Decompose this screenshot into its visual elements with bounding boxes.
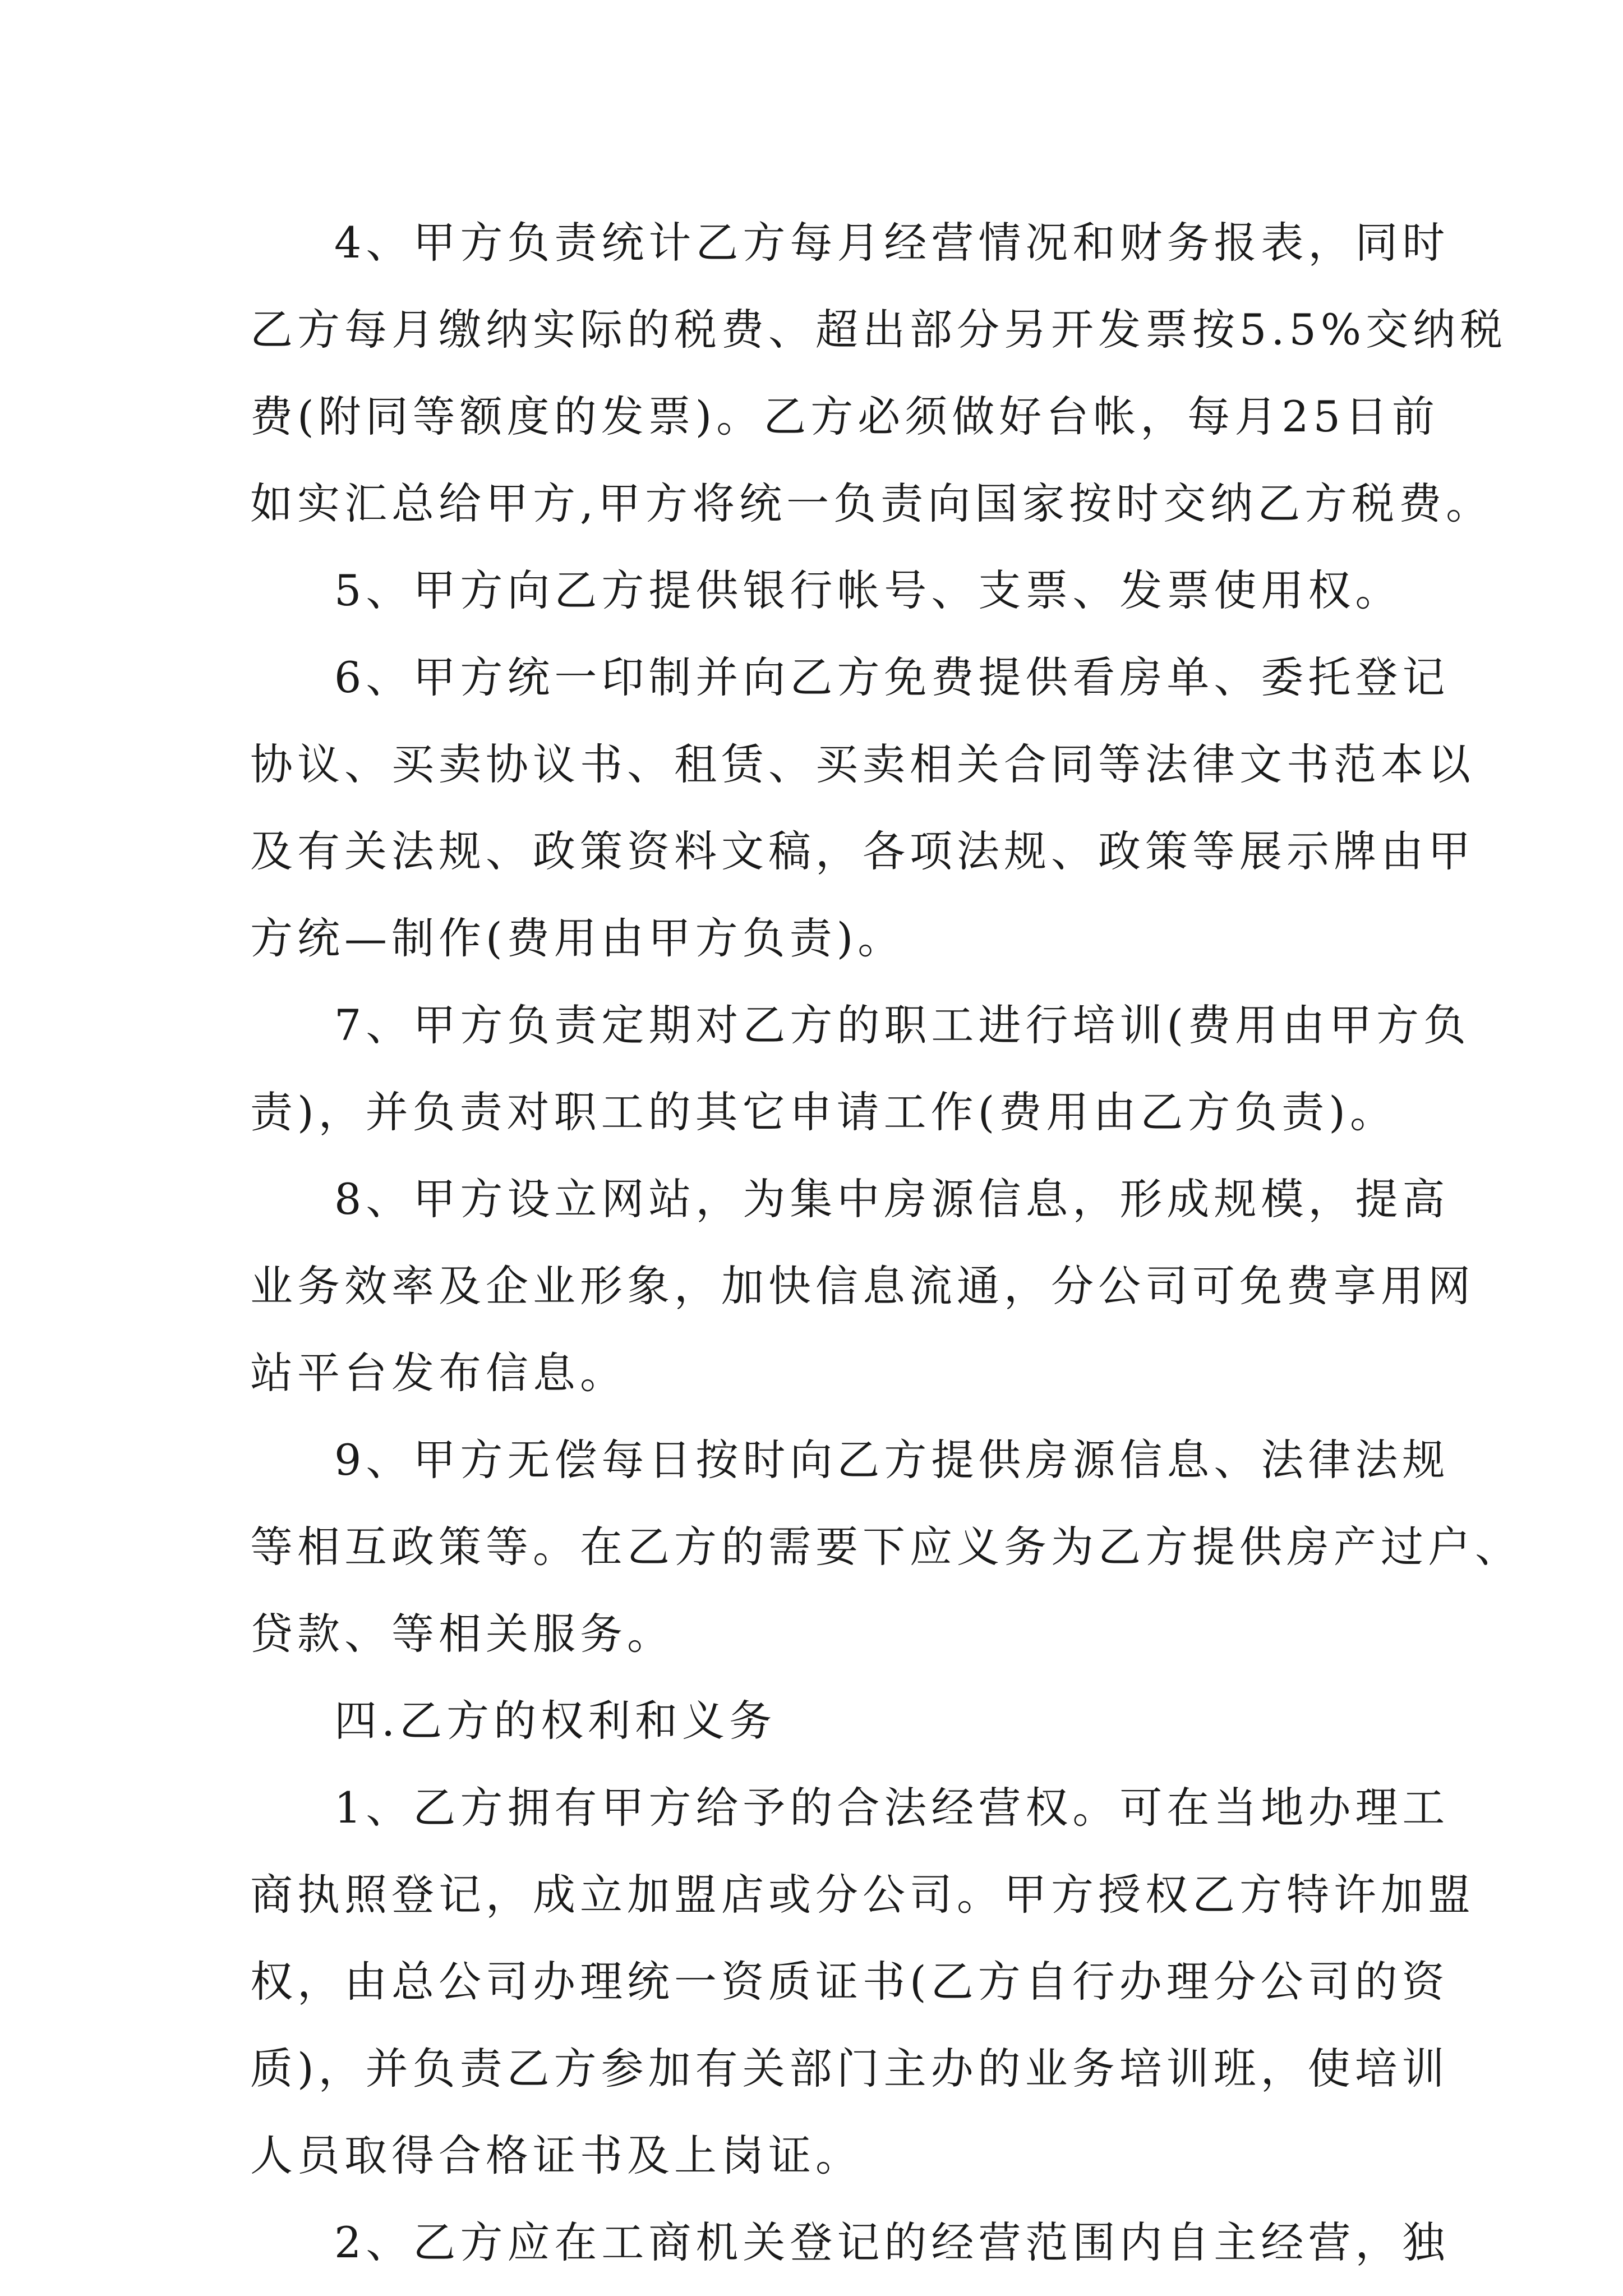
text-line: 贷款、等相关服务。 — [250, 1609, 674, 1659]
text-line: 1、乙方拥有甲方给予的合法经营权。可在当地办理工 — [334, 1783, 1450, 1833]
text-line: 方统—制作(费用由甲方负责)。 — [250, 913, 905, 963]
text-line: 责)，并负责对职工的其它申请工作(费用由乙方负责)。 — [250, 1087, 1397, 1137]
text-line: 业务效率及企业形象，加快信息流通，分公司可免费享用网 — [250, 1261, 1475, 1311]
text-line: 及有关法规、政策资料文稿，各项法规、政策等展示牌由甲 — [250, 826, 1475, 876]
text-line: 站平台发布信息。 — [250, 1348, 627, 1398]
text-line: 如实汇总给甲方,甲方将统一负责向国家按时交纳乙方税费。 — [250, 478, 1493, 528]
text-line: 人员取得合格证书及上岗证。 — [250, 2131, 863, 2180]
text-line: 乙方每月缴纳实际的税费、超出部分另开发票按5.5%交纳税 — [250, 305, 1507, 355]
text-line: 6、甲方统一印制并向乙方免费提供看房单、委托登记 — [334, 652, 1450, 702]
document-body — [250, 199, 1522, 2286]
text-line: 等相互政策等。在乙方的需要下应义务为乙方提供房产过户、 — [250, 1522, 1522, 1572]
text-line: 四.乙方的权利和义务 — [334, 1696, 777, 1746]
text-line: 费(附同等额度的发票)。乙方必须做好台帐，每月25日前 — [250, 392, 1440, 441]
text-line: 7、甲方负责定期对乙方的职工进行培训(费用由甲方负 — [334, 1000, 1471, 1050]
text-line: 质)，并负责乙方参加有关部门主办的业务培训班，使培训 — [250, 2044, 1449, 2093]
text-line: 8、甲方设立网站，为集中房源信息，形成规模，提高 — [334, 1174, 1450, 1224]
text-line: 4、甲方负责统计乙方每月经营情况和财务报表，同时 — [334, 218, 1450, 268]
text-line: 权，由总公司办理统一资质证书(乙方自行办理分公司的资 — [250, 1957, 1449, 2007]
text-line: 协议、买卖协议书、租赁、买卖相关合同等法律文书范本以 — [250, 739, 1475, 789]
text-line: 5、甲方向乙方提供银行帐号、支票、发票使用权。 — [334, 565, 1403, 615]
text-line: 商执照登记，成立加盟店或分公司。甲方授权乙方特许加盟 — [250, 1870, 1475, 1920]
text-line: 9、甲方无偿每日按时向乙方提供房源信息、法律法规 — [334, 1435, 1450, 1485]
text-line: 2、乙方应在工商机关登记的经营范围内自主经营，独 — [334, 2217, 1450, 2267]
